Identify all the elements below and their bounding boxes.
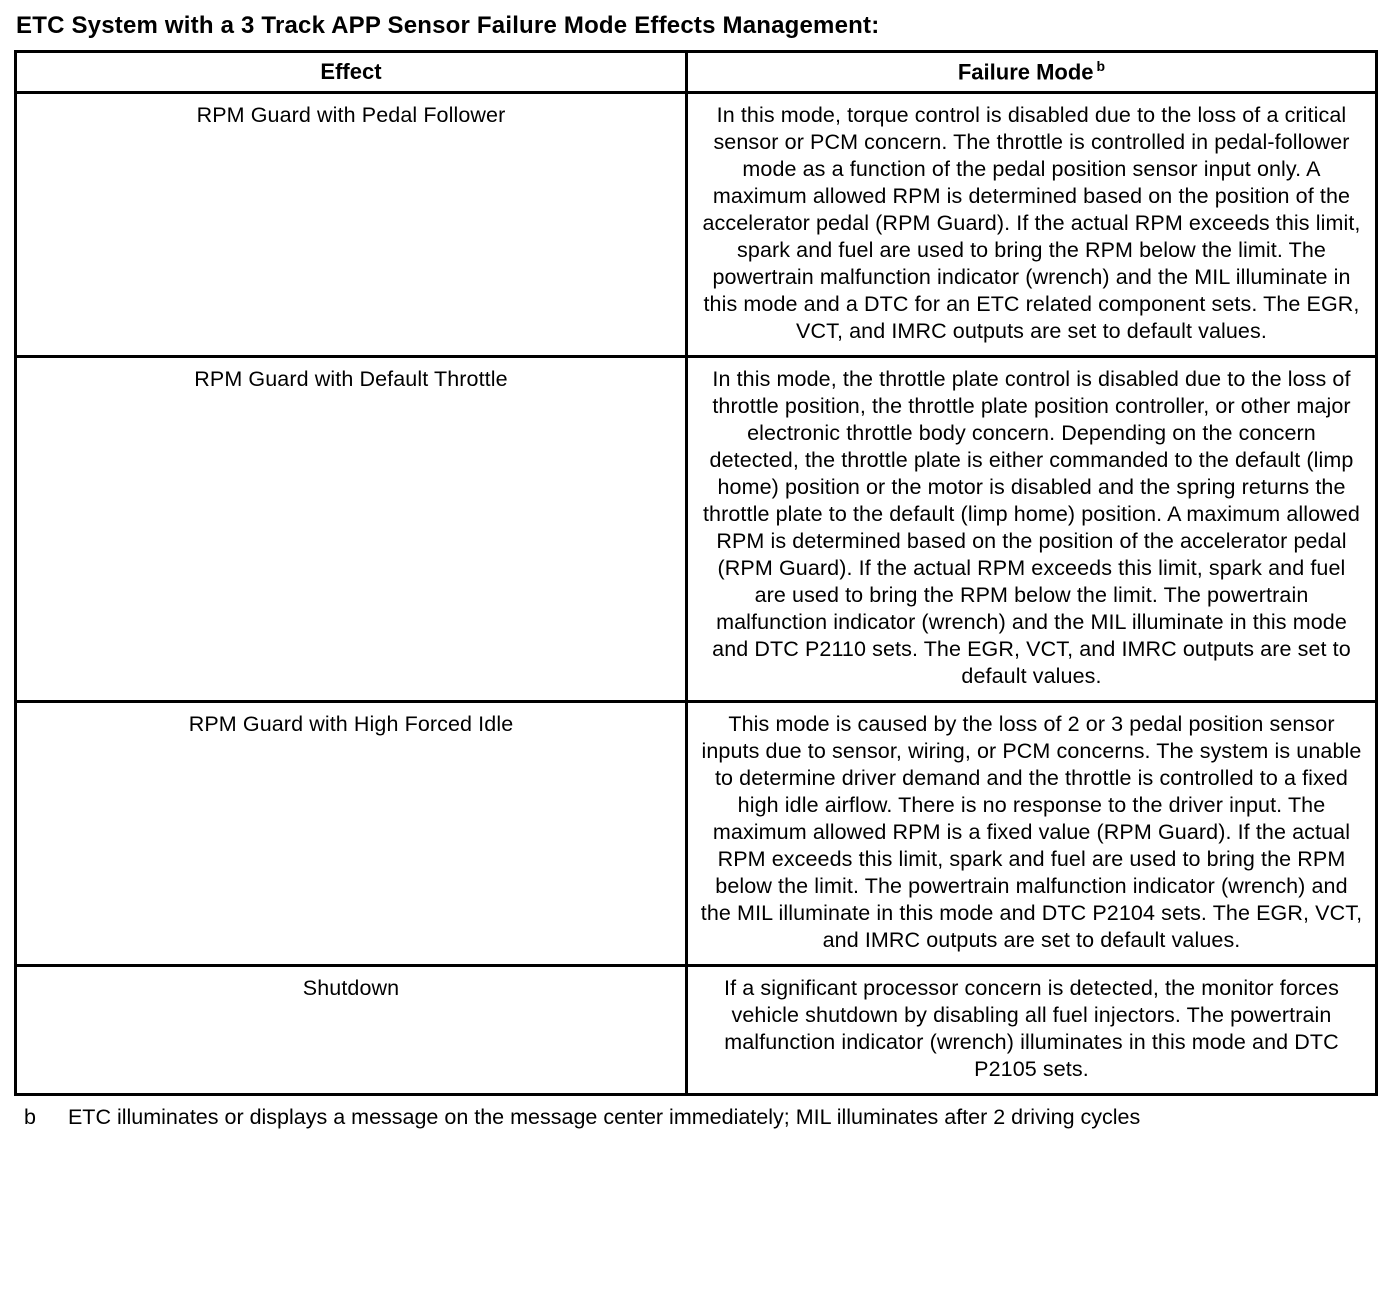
failure-mode-cell: This mode is caused by the loss of 2 or 3 pedal position sensor inputs due to sensor, wiring, or PCM concerns. The system is unable to determine driver demand and the throttle is controlled to a fixed high idle airflow. There is no response to the driver input. The maximum allowed RPM is a fixed value (RPM Guard). If the actual RPM exceeds this limit, spark and fuel are used to bring the RPM below the limit. The powertrain malfunction indicator (wrench) and the MIL illuminate in this mode and DTC P2104 sets. The EGR, VCT, and IMRC outputs are set to default values. [686, 702, 1376, 966]
table-row [16, 357, 1377, 702]
table-row [16, 966, 1377, 1095]
table-row [16, 702, 1377, 966]
column-header-failure-mode [686, 52, 1376, 93]
effect-cell: Shutdown [16, 966, 687, 1095]
effect-cell: RPM Guard with Pedal Follower [16, 93, 687, 357]
page-title: ETC System with a 3 Track APP Sensor Failure Mode Effects Management: [16, 12, 880, 39]
footnote [14, 1105, 1378, 1130]
table-header-row [16, 52, 1377, 93]
fmem-table [14, 50, 1378, 1096]
footnote-text: ETC illuminates or displays a message on the message center immediately; MIL illuminates after 2 driving cycles [67, 1105, 1141, 1130]
table-row [16, 93, 1377, 357]
failure-mode-header-label: Failure Mode [957, 59, 1094, 85]
footnote-marker: b [24, 1105, 36, 1130]
effect-cell: RPM Guard with Default Throttle [16, 357, 687, 702]
failure-mode-cell: If a significant processor concern is detected, the monitor forces vehicle shutdown by disabling all fuel injectors. The powertrain malfunction indicator (wrench) illuminates in this mode and DTC P2105 sets. [686, 966, 1376, 1095]
column-header-effect: Effect [16, 52, 687, 93]
footnote-reference: b [1096, 58, 1106, 74]
failure-mode-cell: In this mode, the throttle plate control is disabled due to the loss of throttle position, the throttle plate position controller, or other major electronic throttle body concern. Depending on the concern detected, the throttle plate is either commanded to the default (limp home) position or the motor is disabled and the spring returns the throttle plate to the default (limp home) position. A maximum allowed RPM is determined based on the position of the accelerator pedal (RPM Guard). If the actual RPM exceeds this limit, spark and fuel are used to bring the RPM below the limit. The powertrain malfunction indicator (wrench) and the MIL illuminate in this mode and DTC P2110 sets. The EGR, VCT, and IMRC outputs are set to default values. [686, 357, 1376, 702]
effect-cell: RPM Guard with High Forced Idle [16, 702, 687, 966]
failure-mode-cell: In this mode, torque control is disabled due to the loss of a critical sensor or PCM concern. The throttle is controlled in pedal-follower mode as a function of the pedal position sensor input only. A maximum allowed RPM is determined based on the position of the accelerator pedal (RPM Guard). If the actual RPM exceeds this limit, spark and fuel are used to bring the RPM below the limit. The powertrain malfunction indicator (wrench) and the MIL illuminate in this mode and a DTC for an ETC related component sets. The EGR, VCT, and IMRC outputs are set to default values. [686, 93, 1376, 357]
